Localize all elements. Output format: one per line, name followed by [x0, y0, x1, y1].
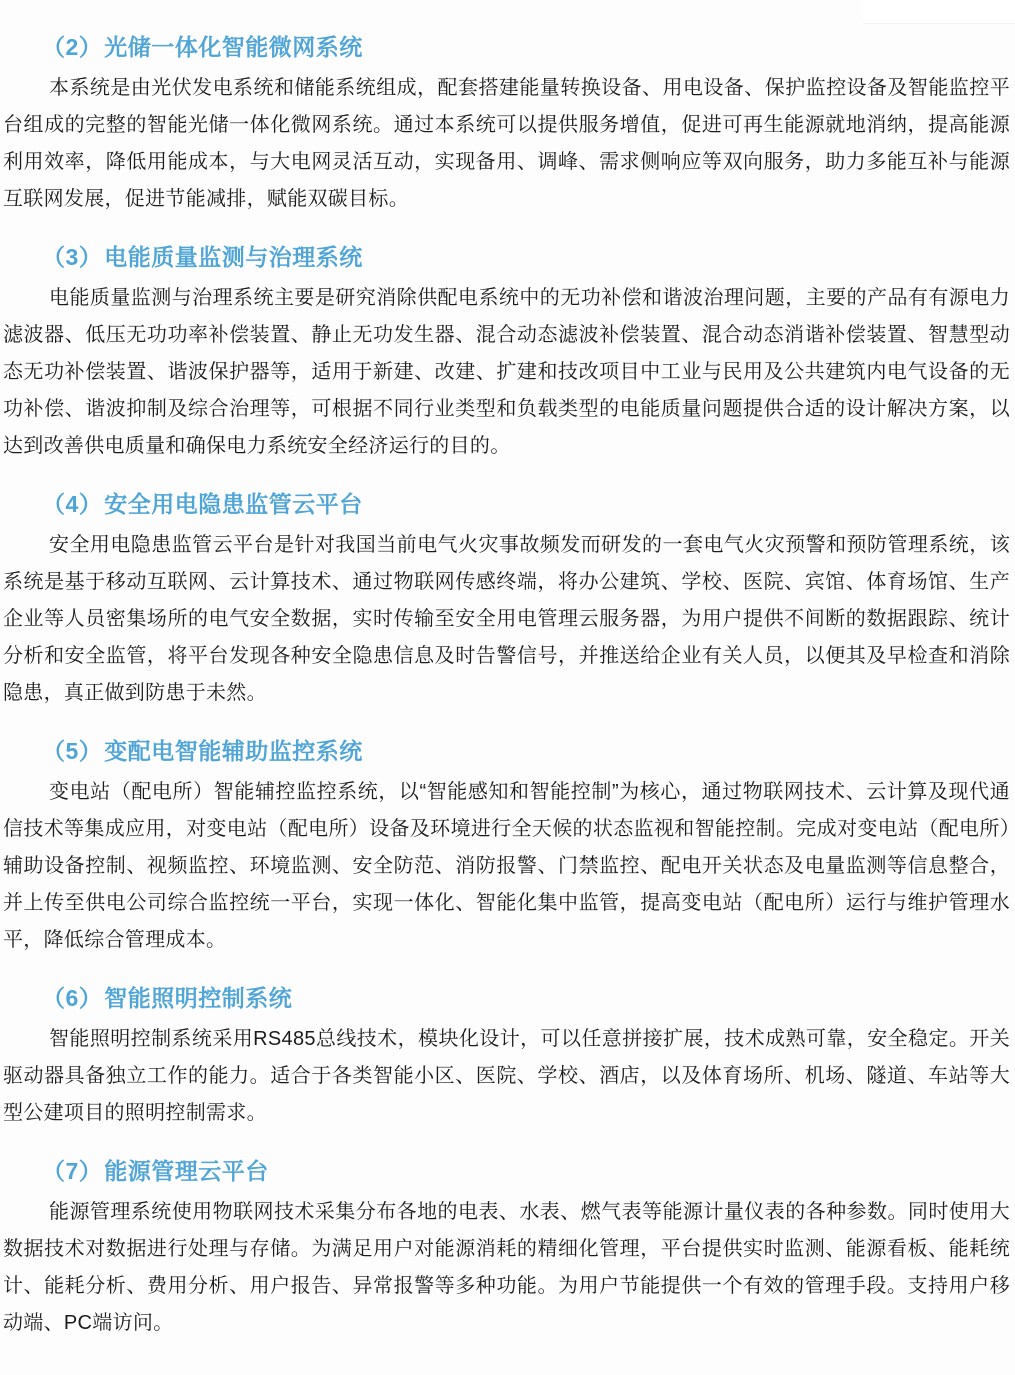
section-lighting-control [3, 983, 1010, 1132]
section-number: （3） [42, 244, 103, 270]
section-number: （6） [42, 985, 103, 1011]
section-pv-microgrid [3, 32, 1010, 218]
section-title: 光储一体化智能微网系统 [104, 34, 363, 60]
section-heading [42, 1156, 1010, 1186]
section-number: （7） [42, 1158, 103, 1184]
section-substation-monitoring [3, 736, 1010, 959]
section-energy-management-cloud [3, 1156, 1010, 1342]
section-body: 电能质量监测与治理系统主要是研究消除供配电系统中的无功补偿和谐波治理问题，主要的产品有有源电力滤波器、低压无功功率补偿装置、静止无功发生器、混合动态滤波补偿装置、混合动态消谐补偿装置、智慧型动态无功补偿装置、谐波保护器等，适用于新建、改建、扩建和技改项目中工业与民用及公共建筑内电气设备的无功补偿、谐波抑制及综合治理等，可根据不同行业类型和负载类型的电能质量问题提供合适的设计解决方案，以达到改善供电质量和确保电力系统安全经济运行的目的。 [3, 287, 1010, 457]
section-heading [42, 983, 1010, 1013]
section-number: （2） [42, 34, 103, 60]
section-number: （5） [42, 738, 103, 764]
section-heading [42, 736, 1010, 766]
section-body: 安全用电隐患监管云平台是针对我国当前电气火灾事故频发而研发的一套电气火灾预警和预防管理系统，该系统是基于移动互联网、云计算技术、通过物联网传感终端，将办公建筑、学校、医院、宾馆、体育场馆、生产企业等人员密集场所的电气安全数据，实时传输至安全用电管理云服务器，为用户提供不间断的数据跟踪、统计分析和安全监管，将平台发现各种安全隐患信息及时告警信号，并推送给企业有关人员，以便其及早检查和消除隐患，真正做到防患于未然。 [3, 534, 1010, 704]
blank-patch [863, 0, 1015, 24]
section-heading [42, 32, 1010, 62]
section-title: 安全用电隐患监管云平台 [104, 491, 363, 517]
section-body: 智能照明控制系统采用RS485总线技术，模块化设计，可以任意拼接扩展，技术成熟可靠，安全稳定。开关驱动器具备独立工作的能力。适合于各类智能小区、医院、学校、酒店，以及体育场所、机场、隧道、车站等大型公建项目的照明控制需求。 [3, 1028, 1010, 1124]
section-power-quality [3, 242, 1010, 465]
section-title: 电能质量监测与治理系统 [104, 244, 363, 270]
section-body: 变电站（配电所）智能辅控监控系统，以“智能感知和智能控制”为核心，通过物联网技术、云计算及现代通信技术等集成应用，对变电站（配电所）设备及环境进行全天候的状态监视和智能控制。完成对变电站（配电所）辅助设备控制、视频监控、环境监测、安全防范、消防报警、门禁监控、配电开关状态及电量监测等信息整合，并上传至供电公司综合监控统一平台，实现一体化、智能化集中监管，提高变电站（配电所）运行与维护管理水平，降低综合管理成本。 [3, 781, 1010, 951]
section-title: 能源管理云平台 [104, 1158, 269, 1184]
section-title: 变配电智能辅助监控系统 [104, 738, 363, 764]
section-body: 能源管理系统使用物联网技术采集分布各地的电表、水表、燃气表等能源计量仪表的各种参数。同时使用大数据技术对数据进行处理与存储。为满足用户对能源消耗的精细化管理，平台提供实时监测、能源看板、能耗统计、能耗分析、费用分析、用户报告、异常报警等多种功能。为用户节能提供一个有效的管理手段。支持用户移动端、PC端访问。 [3, 1201, 1010, 1334]
section-body: 本系统是由光伏发电系统和储能系统组成，配套搭建能量转换设备、用电设备、保护监控设备及智能监控平台组成的完整的智能光储一体化微网系统。通过本系统可以提供服务增值，促进可再生能源就地消纳，提高能源利用效率，降低用能成本，与大电网灵活互动，实现备用、调峰、需求侧响应等双向服务，助力多能互补与能源互联网发展，促进节能减排，赋能双碳目标。 [3, 77, 1010, 210]
section-title: 智能照明控制系统 [104, 985, 293, 1011]
section-number: （4） [42, 491, 103, 517]
section-heading [42, 242, 1010, 272]
section-safe-electricity-cloud [3, 489, 1010, 712]
section-heading [42, 489, 1010, 519]
